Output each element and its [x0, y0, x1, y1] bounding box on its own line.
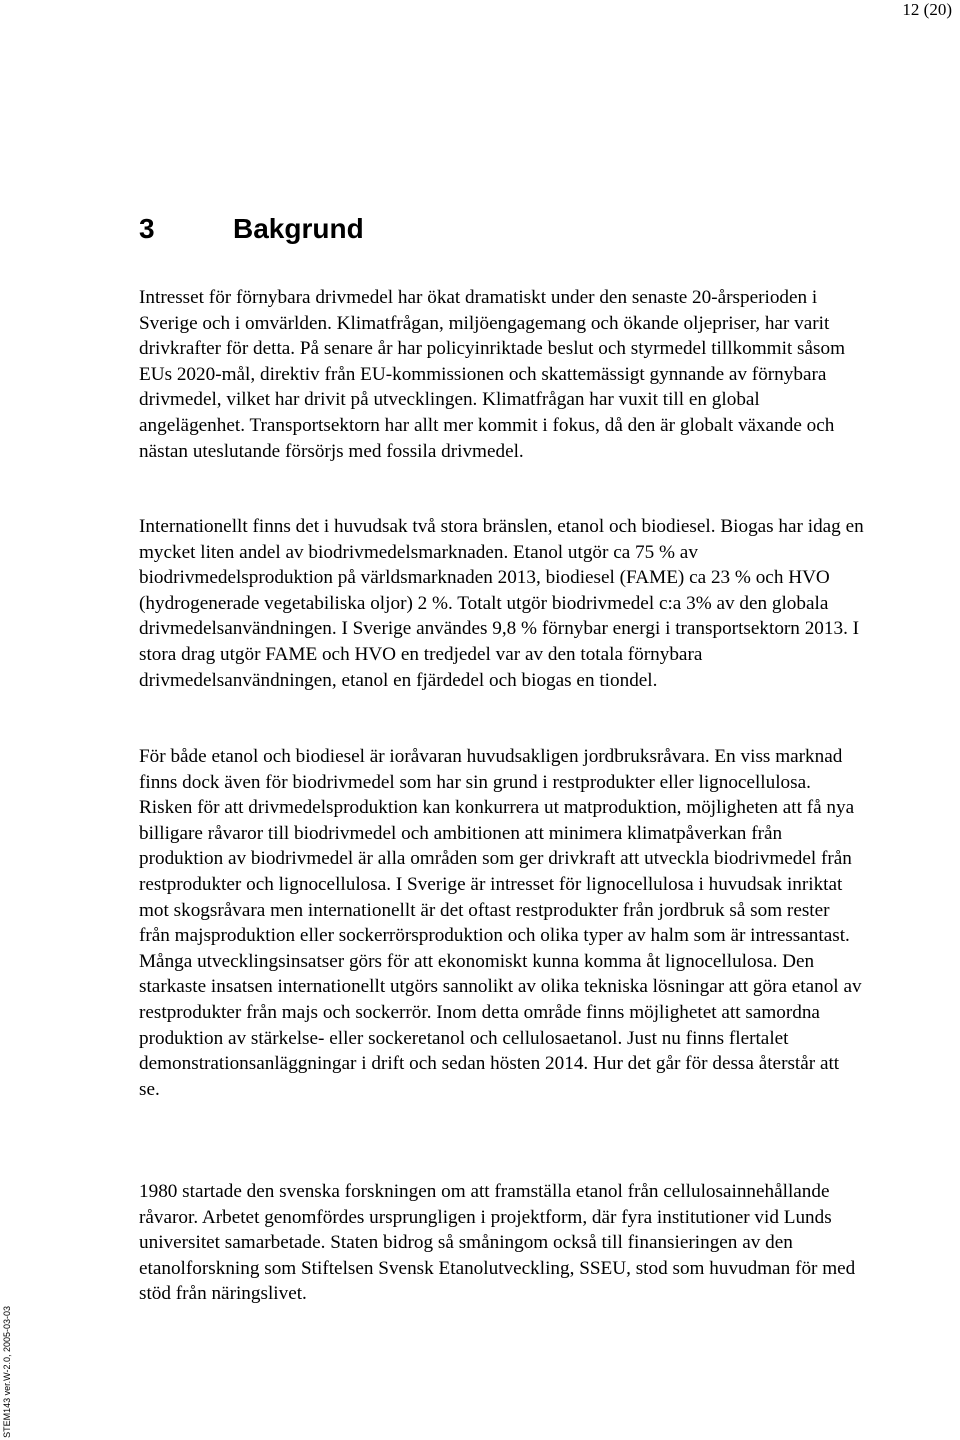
template-version-stamp: STEM143 ver.W-2.0, 2005-03-03 — [2, 1306, 12, 1438]
paragraph-3 — [139, 744, 864, 1102]
paragraph-text: Internationellt finns det i huvudsak två stora bränslen, etanol och biodiesel. Biogas har idag en mycket liten andel av biodrivmedelsmarknaden. Etanol utgör ca 75 % av biodrivmedelsproduktion på världsmarknaden 2013, biodiesel (FAME) ca 23 % och HVO (hydrogenerade vegetabiliska oljor) 2 %. Totalt utgör biodrivmedel c:a 3% av den globala drivmedelsanvändningen. I Sverige användes 9,8 % förnybar energi i transportsektorn 2013. I stora drag utgör FAME och HVO en tredjedel var av den totala förnybara drivmedelsanvändningen, etanol en fjärdedel och biogas en tiondel. — [139, 516, 864, 691]
paragraph-4 — [139, 1179, 864, 1307]
paragraph-text: För både etanol och biodiesel är ioråvaran huvudsakligen jordbruksråvara. En viss marknad finns dock även för biodrivmedel som har sin grund i restprodukter eller lignocellulosa. Risken för att drivmedelsproduktion kan konkurrera ut matproduktion, möjligheten att få nya billigare råvaror till biodrivmedel och ambitionen att minimera klimatpåverkan från produktion av biodrivmedel är alla områden som ger drivkraft att utveckla biodrivmedel från restprodukter och lignocellulosa. I Sverige är intresset för lignocellulosa i huvudsak inriktat mot skogsråvara men internationellt är det oftast restprodukter från jordbruk så som rester från majsproduktion eller sockerrörsproduktion och olika typer av halm som är intressantast. Många utvecklingsinsatser görs för att ekonomiskt kunna komma åt lignocellulosa. Den starkaste insatsen internationellt utgörs sannolikt av olika tekniska lösningar att göra etanol av restprodukter från majs och sockerrör. Inom detta område finns möjlighetet att samordna produktion av stärkelse- eller sockeretanol och cellulosaetanol. Just nu finns flertalet demonstrationsanläggningar i drift och sedan hösten 2014. Hur det går för dessa återstår att se. — [139, 746, 862, 1100]
paragraph-2 — [139, 514, 864, 693]
section-title: Bakgrund — [233, 213, 364, 244]
paragraph-text: Intresset för förnybara drivmedel har ökat dramatiskt under den senaste 20-årsperioden i Sverige och i omvärlden. Klimatfrågan, miljöengagemang och ökande oljepriser, har varit drivkrafter för detta. På senare år har policyinriktade beslut och styrmedel tillkommit såsom EUs 2020-mål, direktiv från EU-kommissionen och skattemässigt gynnande av förnybara drivmedel, vilket har drivit på utvecklingen. Klimatfrågan har vuxit till en global angelägenhet. Transportsektorn har allt mer kommit i fokus, då den är globalt växande och nästan uteslutande försörjs med fossila drivmedel. — [139, 287, 845, 462]
paragraph-text: 1980 startade den svenska forskningen om att framställa etanol från cellulosainnehållande råvaror. Arbetet genomfördes ursprungligen i projektform, där fyra institutioner vid Lunds universitet samarbetade. Staten bidrog så småningom också till finansieringen av den etanolforskning som Stiftelsen Svensk Etanolutveckling, SSEU, stod som huvudman för med stöd från näringslivet. — [139, 1181, 856, 1305]
section-heading — [139, 211, 364, 247]
page-number: 12 (20) — [902, 0, 952, 19]
paragraph-1 — [139, 285, 864, 464]
section-number: 3 — [139, 213, 155, 244]
